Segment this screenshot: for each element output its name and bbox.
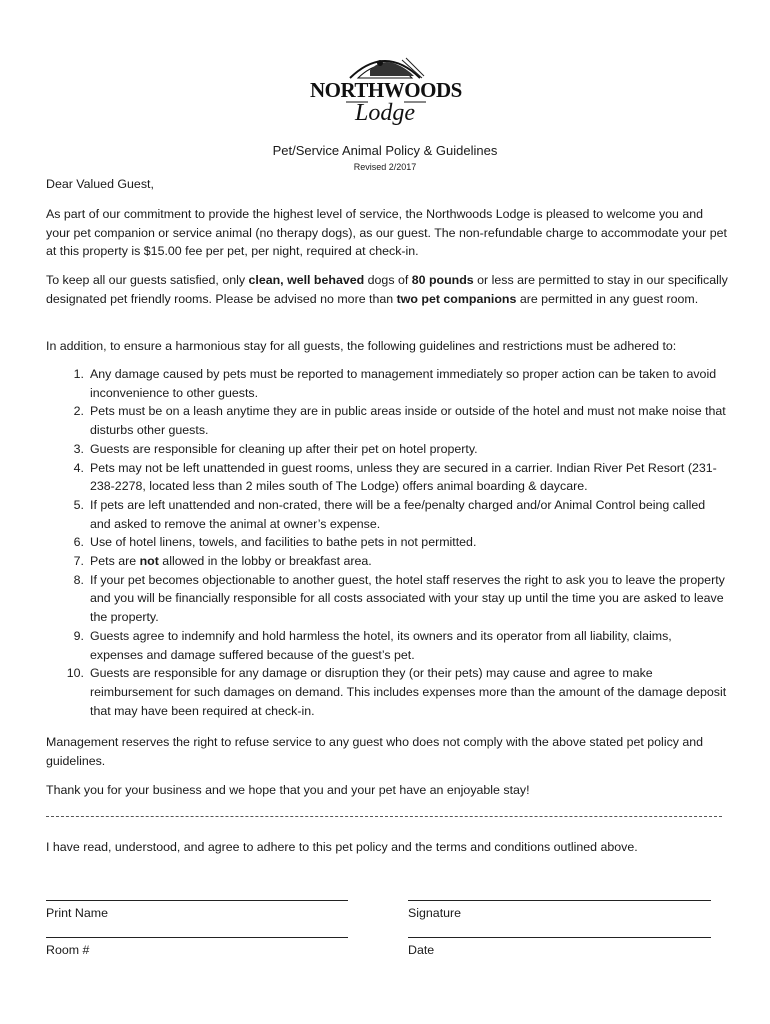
eligibility-text: are permitted in any guest room. <box>516 291 699 306</box>
list-text: If your pet becomes objectionable to another guest, the hotel staff reserves the right to ask you to leave the property and you will be financially responsible for all costs associated with your stay up until the time you are asked to leave the property. <box>90 572 725 625</box>
list-text: Guests are responsible for cleaning up after their pet on hotel property. <box>90 441 478 456</box>
list-number: 9. <box>73 628 84 643</box>
list-item <box>46 365 728 402</box>
agreement-statement: I have read, understood, and agree to adhere to this pet policy and the terms and conditions outlined above. <box>46 840 638 854</box>
room-number-label: Room # <box>46 943 90 957</box>
list-item <box>46 664 728 720</box>
logo-subtitle: Lodge <box>355 100 415 126</box>
revision-date: Revised 2/2017 <box>353 162 417 172</box>
logo-name: NORTHWOODS <box>310 78 462 102</box>
list-number: 7. <box>73 554 84 569</box>
list-number: 8. <box>73 572 84 587</box>
guidelines-intro: In addition, to ensure a harmonious stay for all guests, the following guidelines and restrictions must be adhered to: <box>46 339 677 353</box>
list-text: Pets must be on a leash anytime they are in public areas inside or outside of the hotel and must not make noise that disturbs other guests. <box>90 404 726 438</box>
list-text: allowed in the lobby or breakfast area. <box>158 554 372 569</box>
list-item <box>46 533 728 552</box>
management-paragraph: Management reserves the right to refuse service to any guest who does not comply with the above stated pet policy and guidelines. <box>46 735 704 768</box>
northwoods-lodge-logo <box>310 48 460 134</box>
page-title: Pet/Service Animal Policy & Guidelines <box>272 143 498 158</box>
list-number: 2. <box>73 404 84 419</box>
eligibility-emphasis: clean, well behaved <box>248 273 365 287</box>
guidelines-list <box>46 365 728 720</box>
room-number-line[interactable] <box>46 937 348 938</box>
date-line[interactable] <box>408 937 711 938</box>
salutation: Dear Valued Guest, <box>46 177 154 191</box>
list-emphasis: not <box>139 554 159 569</box>
eligibility-emphasis: 80 pounds <box>411 273 474 287</box>
eligibility-paragraph <box>46 271 728 308</box>
list-number: 5. <box>73 497 84 512</box>
list-item <box>46 440 728 459</box>
list-text: Pets are <box>90 554 140 569</box>
list-text: Guests agree to indemnify and hold harmless the hotel, its owners and its operator from all liability, claims, expenses and damage suffered because of the guest’s pet. <box>90 628 672 662</box>
eligibility-emphasis: two pet companions <box>396 291 517 306</box>
list-number: 3. <box>73 441 84 456</box>
list-item <box>46 627 728 664</box>
signature-label: Signature <box>408 906 462 920</box>
date-label: Date <box>408 943 435 957</box>
list-number: 10. <box>66 666 84 681</box>
eligibility-text: or less are permitted to stay in our specifically designated pet friendly rooms. Please be advised no more than <box>46 273 728 306</box>
list-text: Any damage caused by pets must be reported to management immediately so proper action can be taken to avoid inconvenience to other guests. <box>90 367 717 400</box>
list-number: 1. <box>73 367 84 381</box>
list-item <box>46 571 728 627</box>
list-number: 6. <box>73 535 84 550</box>
list-item <box>46 402 728 439</box>
list-text: Use of hotel linens, towels, and facilities to bathe pets in not permitted. <box>90 535 477 550</box>
print-name-label: Print Name <box>46 906 108 920</box>
list-text: Guests are responsible for any damage or disruption they (or their pets) may cause and agree to make reimbursement for such damages on demand. This includes expenses more than the amount of the damage deposit that may have been required at check-in. <box>90 666 727 718</box>
print-name-line[interactable] <box>46 900 348 901</box>
list-item <box>46 459 728 496</box>
thank-you-paragraph: Thank you for your business and we hope that you and your pet have an enjoyable stay! <box>46 783 530 797</box>
list-text: If pets are left unattended and non-crated, there will be a fee/penalty charged and/or Animal Control being called and asked to remove the animal at owner’s expense. <box>90 497 706 531</box>
list-item <box>46 496 728 533</box>
signature-line[interactable] <box>408 900 711 901</box>
eligibility-text: dogs of <box>364 273 412 287</box>
eligibility-text: To keep all our guests satisfied, only <box>46 273 249 287</box>
cut-line-divider <box>46 816 722 817</box>
list-text: Pets may not be left unattended in guest rooms, unless they are secured in a carrier. Indian River Pet Resort (231-238-2278, located less than 2 miles south of The Lodge) offers animal boarding & daycare. <box>90 460 717 494</box>
list-item <box>46 552 728 571</box>
list-number: 4. <box>73 460 84 475</box>
intro-paragraph: As part of our commitment to provide the highest level of service, the Northwoods Lodge is pleased to welcome you and your pet companion or service animal (no therapy dogs), as our guest. The non-refundable charge to accommodate your pet at this property is $15.00 fee per pet, per night, required at check-in. <box>46 207 727 259</box>
